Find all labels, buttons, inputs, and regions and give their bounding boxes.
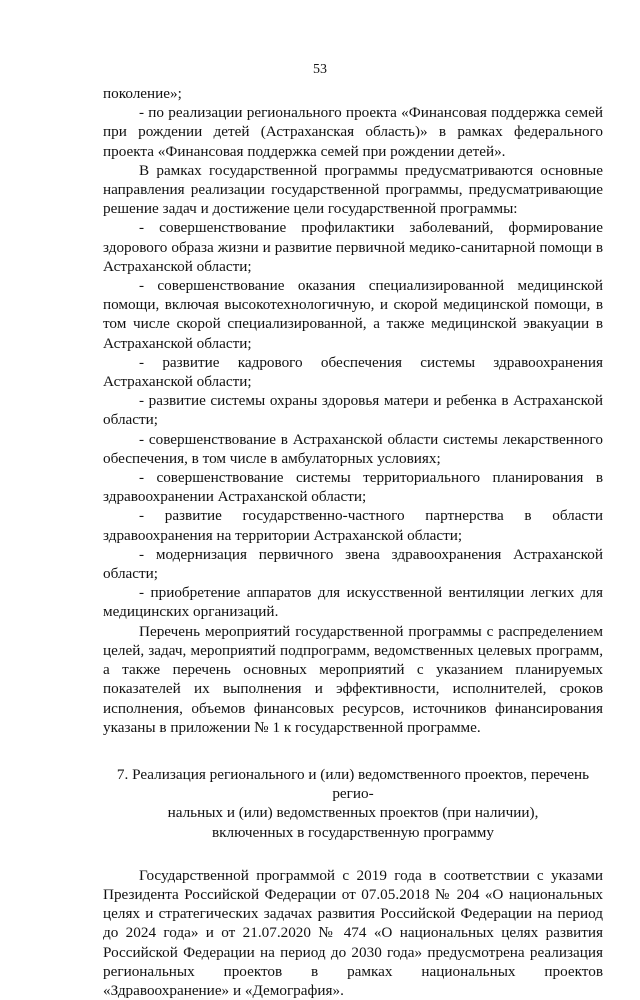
list-item: - развитие кадрового обеспечения системы здравоохранения Астраханской области; bbox=[103, 353, 603, 391]
document-body bbox=[103, 84, 603, 1000]
paragraph: - по реализации регионального проекта «Финансовая поддержка семей при рождении детей (Астраханская область)» в рамках федерального проекта «Финансовая поддержка семей при рождении детей». bbox=[103, 104, 603, 160]
section-heading bbox=[103, 765, 603, 842]
section-heading-line: включенных в государственную программу bbox=[211, 823, 495, 841]
section-heading-line: 7. Реализация регионального и (или) ведомственного проектов, перечень регио- bbox=[116, 765, 590, 803]
list-item: - развитие системы охраны здоровья матери и ребенка в Астраханской области; bbox=[103, 392, 603, 429]
list-item: - совершенствование профилактики заболеваний, формирование здорового образа жизни и развитие первичной медико-санитарной помощи в Астраханской области; bbox=[103, 219, 603, 275]
list-item: - модернизация первичного звена здравоохранения Астраханской области; bbox=[103, 545, 603, 583]
page-number: 53 bbox=[313, 62, 327, 77]
paragraph: поколение»; bbox=[103, 85, 182, 102]
list-item: - совершенствование в Астраханской области системы лекарственного обеспечения, в том числе в амбулаторных условиях; bbox=[103, 430, 603, 467]
paragraph: Перечень мероприятий государственной программы с распределением целей, задач, мероприятий подпрограмм, ведомственных целевых программ, а также перечень основных мероприятий с указанием планируемых показателей их выполнения и эффективности, исполнителей, сроков исполнения, объемов финансовых ресурсов, источников финансирования указаны в приложении № 1 к государственной программе. bbox=[103, 622, 603, 736]
list-item: - совершенствование системы территориального планирования в здравоохранении Астраханской области; bbox=[103, 469, 603, 506]
list-item: - развитие государственно-частного партнерства в области здравоохранения на территории Астраханской области; bbox=[103, 507, 603, 544]
paragraph: Государственной программой с 2019 года в соответствии с указами Президента Российской Федерации от 07.05.2018 № 204 «О национальных целях и стратегических задачах развития Российской Федерации на период до 2024 года» и от 21.07.2020 № 474 «О национальных целях развития Российской Федерации на период до 2030 года» предусмотрена реализация региональных проектов в рамках национальных проектов «Здравоохранение» и «Демография». bbox=[103, 866, 603, 999]
paragraph: В рамках государственной программы предусматриваются основные направления реализации государственной программы, предусматривающие решение задач и достижение цели государственной программы: bbox=[103, 161, 603, 218]
list-item: - приобретение аппаратов для искусственной вентиляции легких для медицинских организаций. bbox=[103, 584, 603, 621]
list-item: - совершенствование оказания специализированной медицинской помощи, включая высокотехнологичную, и скорой медицинской помощи, в том числе скорой специализированной, а также медицинской эвакуации в Астраханской области; bbox=[103, 277, 603, 352]
section-heading-line: нальных и (или) ведомственных проектов (при наличии), bbox=[167, 804, 539, 822]
